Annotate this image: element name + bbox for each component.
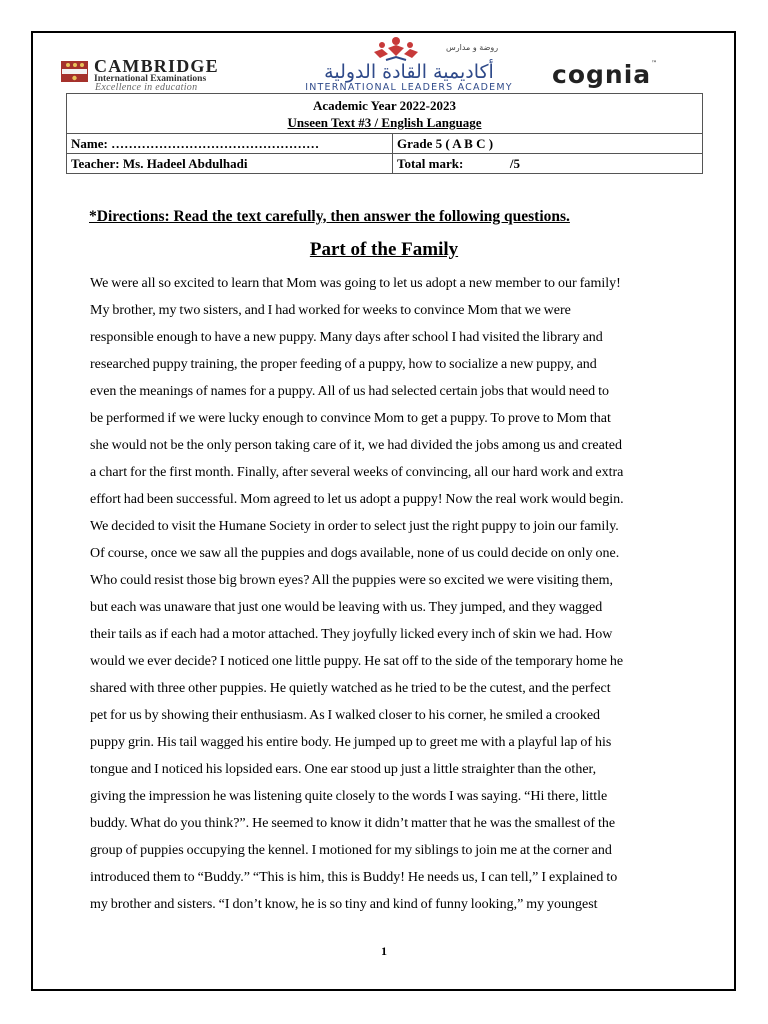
cognia-logo [552, 60, 658, 89]
cambridge-tagline: Excellence in education [95, 82, 198, 93]
grade-field: Grade 5 ( A B C ) [393, 134, 703, 154]
academy-arabic-small: روضة و مدارس [446, 43, 499, 52]
cambridge-logo [61, 58, 261, 92]
info-table [66, 93, 703, 174]
name-field[interactable]: Name: ………………………………………… [67, 134, 393, 154]
story-line: tongue and I noticed his lopsided ears. One ear stood up just a little straighter than the other, [90, 762, 597, 777]
story-line: their tails as if each had a motor attached. They joyfully licked every inch of skin we had. How [90, 627, 613, 642]
teacher-field: Teacher: Ms. Hadeel Abdulhadi [67, 154, 393, 174]
subject-title: Unseen Text #3 / English Language [287, 115, 482, 130]
academy-arabic-name: أكاديمية القادة الدولية [324, 61, 494, 83]
cambridge-title: CAMBRIDGE [94, 56, 219, 76]
cambridge-subtitle: International Examinations [94, 74, 207, 84]
academy-emblem-icon [368, 36, 424, 64]
story-line: giving the impression he was listening quite closely to the words I was saying. “Hi there, little [90, 789, 608, 804]
story-line: shared with three other puppies. He quietly watched as he tried to be the cutest, and the perfect [90, 681, 611, 696]
story-title: Part of the Family [309, 239, 459, 260]
story-line: My brother, my two sisters, and I had worked for weeks to convince Mom that we were [90, 303, 571, 318]
story-line: buddy. What do you think?”. He seemed to know it didn’t matter that he was the smallest of the [90, 816, 616, 831]
cambridge-shield-icon [61, 61, 88, 82]
info-table-header [67, 94, 703, 134]
story-line: but each was unaware that just one would be leaving with us. They jumped, and they wagged [90, 600, 603, 615]
story-line: introduced them to “Buddy.” “This is him, this is Buddy! He needs us, I can tell,” I explained to [90, 870, 618, 885]
story-line: would we ever decide? I noticed one little puppy. He sat off to the side of the temporary home he [90, 654, 624, 669]
story-line: researched puppy training, the proper feeding of a puppy, how to socialize a new puppy, and [90, 357, 597, 372]
total-mark-field [393, 154, 703, 174]
story-line: We were all so excited to learn that Mom was going to let us adopt a new member to our family! [90, 276, 621, 291]
story-line: effort had been successful. Mom agreed to let us adopt a puppy! Now the real work would begin. [90, 492, 624, 507]
story-line: responsible enough to have a new puppy. Many days after school I had visited the library and [90, 330, 603, 345]
cognia-trademark: ™ [651, 60, 659, 67]
story-line: puppy grin. His tail wagged his entire body. He jumped up to greet me with a playful lap of his [90, 735, 612, 750]
story-line: a chart for the first month. Finally, after several weeks of convincing, all our hard work and extra [90, 465, 624, 480]
story-line: she would not be the only person taking care of it, we had divided the jobs among us and created [90, 438, 622, 453]
page-number: 1 [381, 944, 387, 958]
story-line: be performed if we were lucky enough to convince Mom to get a puppy. To prove to Mom that [90, 411, 611, 426]
academy-logo [278, 36, 538, 94]
cognia-name: cognia [552, 60, 652, 89]
story-line: Who could resist those big brown eyes? All the puppies were so excited we were visiting them, [90, 573, 614, 588]
total-mark-label: Total mark: [397, 155, 464, 171]
story-line: pet for us by showing their enthusiasm. As I walked closer to his corner, he smiled a crooked [90, 708, 601, 723]
story-line: even the meanings of names for a puppy. All of us had selected certain jobs that would need to [90, 384, 609, 399]
total-mark-value: /5 [509, 155, 520, 171]
directions: *Directions: Read the text carefully, then answer the following questions. [89, 208, 570, 225]
academy-english-name: INTERNATIONAL LEADERS ACADEMY [305, 82, 513, 93]
story-line: Of course, once we saw all the puppies and dogs available, none of us could decide on only one. [90, 546, 620, 561]
story-line: group of puppies occupying the kennel. I motioned for my siblings to join me at the corner and [90, 843, 612, 858]
academic-year: Academic Year 2022-2023 [313, 98, 456, 113]
story-paragraph [90, 270, 690, 918]
story-line: We decided to visit the Humane Society in order to select just the right puppy to join our family. [90, 519, 619, 534]
story-line: my brother and sisters. “I don’t know, he is so tiny and kind of funny looking,” my youngest [90, 897, 598, 912]
